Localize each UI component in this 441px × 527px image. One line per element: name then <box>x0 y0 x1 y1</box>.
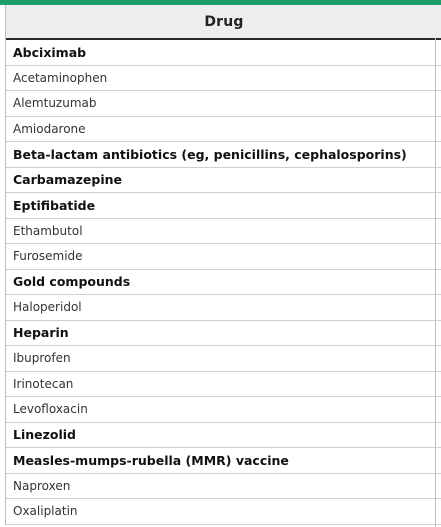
table-header-drug: Drug <box>6 5 441 40</box>
table-row: Acetaminophen <box>6 66 441 92</box>
table-row: Heparin <box>6 321 441 347</box>
table-row: Alemtuzumab <box>6 91 441 117</box>
table-row: Irinotecan <box>6 372 441 398</box>
table-row: Levofloxacin <box>6 397 441 423</box>
table-right-border <box>435 38 436 527</box>
table-row: Gold compounds <box>6 270 441 296</box>
table-row: Eptifibatide <box>6 193 441 219</box>
drug-table <box>5 5 441 525</box>
table-row: Abciximab <box>6 40 441 66</box>
table-row: Haloperidol <box>6 295 441 321</box>
table-row: Beta-lactam antibiotics (eg, penicillins, cephalosporins) <box>6 142 441 168</box>
table-row: Ibuprofen <box>6 346 441 372</box>
table-row: Furosemide <box>6 244 441 270</box>
table-row: Ethambutol <box>6 219 441 245</box>
table-row: Naproxen <box>6 474 441 500</box>
table-row: Linezolid <box>6 423 441 449</box>
table-row: Measles-mumps-rubella (MMR) vaccine <box>6 448 441 474</box>
table-row: Carbamazepine <box>6 168 441 194</box>
table-row: Amiodarone <box>6 117 441 143</box>
table-row: Oxaliplatin <box>6 499 441 525</box>
table-body <box>6 40 441 525</box>
